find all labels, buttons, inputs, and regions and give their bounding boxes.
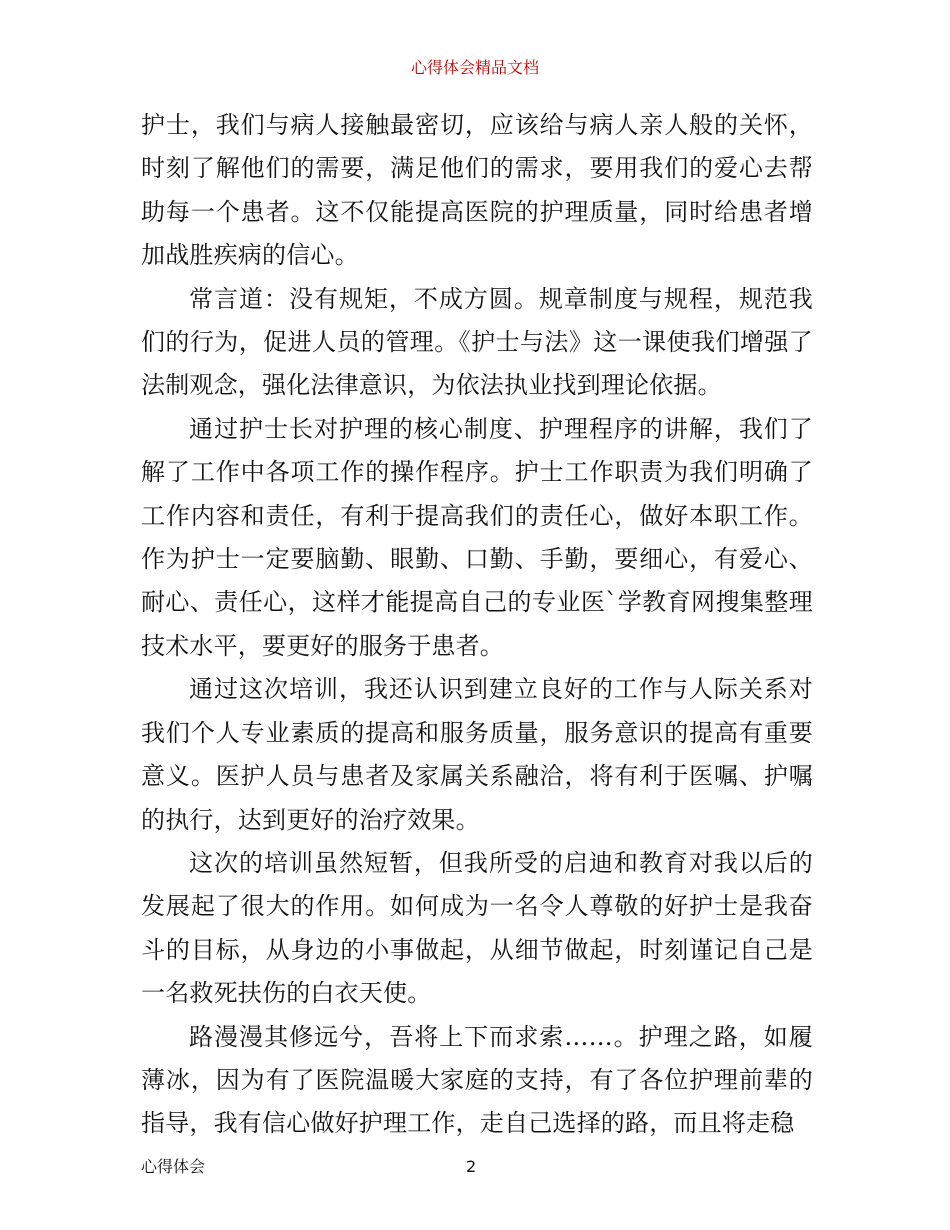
paragraph-5: 这次的培训虽然短暂，但我所受的启迪和教育对我以后的发展起了很大的作用。如何成为一名令人尊敬的好护士是我奋斗的目标，从身边的小事做起，从细节做起，时刻谨记自己是一名救死扶伤的白衣天使。 — [141, 848, 813, 1008]
paragraph-4: 通过这次培训，我还认识到建立良好的工作与人际关系对我们个人专业素质的提高和服务质量，服务意识的提高有重要意义。医护人员与患者及家属关系融洽，将有利于医嘱、护嘱的执行，达到更好的治疗效果。 — [141, 675, 813, 834]
paragraph-1: 护士，我们与病人接触最密切，应该给与病人亲人般的关怀，时刻了解他们的需要，满足他们的需求，要用我们的爱心去帮助每一个患者。这不仅能提高医院的护理质量，同时给患者增加战胜疾病的信心。 — [141, 111, 813, 270]
page-number: 2 — [466, 1157, 477, 1176]
document-body — [141, 104, 813, 1146]
paragraph-6: 路漫漫其修远兮，吾将上下而求索……。护理之路，如履薄冰，因为有了医院温暖大家庭的支持，有了各位护理前辈的指导，我有信心做好护理工作，走自己选择的路，而且将走稳 — [141, 1022, 813, 1138]
paragraph-2: 常言道：没有规矩，不成方圆。规章制度与规程，规范我们的行为，促进人员的管理。《护士与法》这一课使我们增强了法制观念，强化法律意识，为依法执业找到理论依据。 — [141, 284, 813, 400]
page-footer-label: 心得体会 — [141, 1157, 206, 1176]
paragraph-3: 通过护士长对护理的核心制度、护理程序的讲解，我们了解了工作中各项工作的操作程序。护士工作职责为我们明确了工作内容和责任，有利于提高我们的责任心，做好本职工作。作为护士一定要脑勤、眼勤、口勤、手勤，要细心，有爱心、耐心、责任心，这样才能提高自己的专业医`学教育网搜集整理技术水平，要更好的服务于患者。 — [141, 414, 813, 660]
page-header-title: 心得体会精品文档 — [410, 58, 539, 77]
